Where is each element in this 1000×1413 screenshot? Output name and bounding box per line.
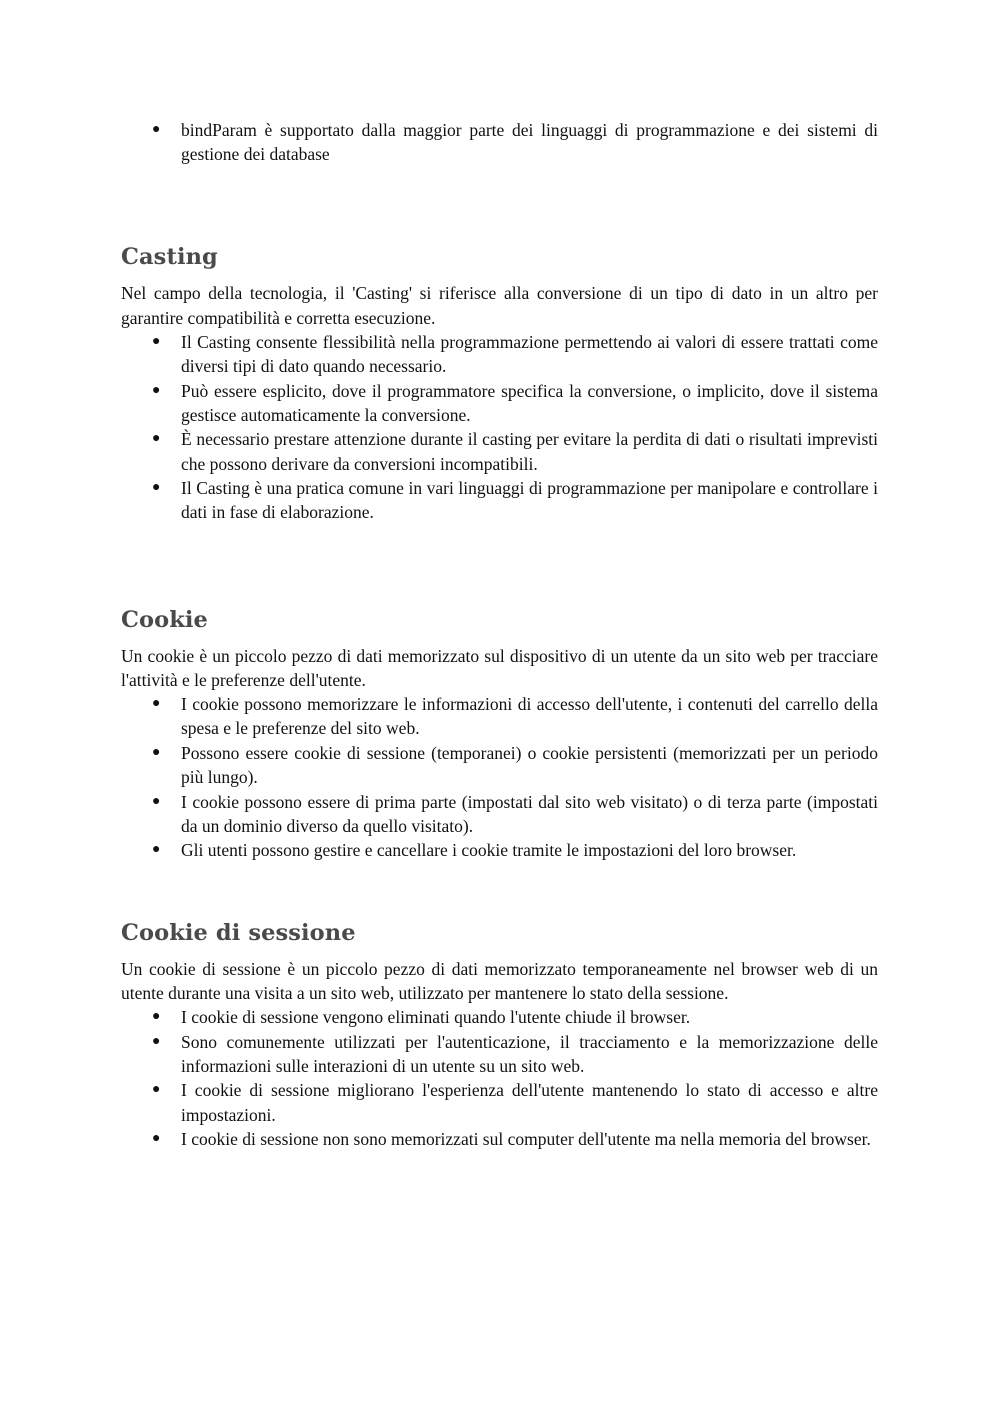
bullet-icon: ●: [152, 480, 161, 496]
bullet-icon: ●: [152, 744, 161, 760]
list-item-text: Gli utenti possono gestire e cancellare i cookie tramite le impostazioni del loro browser.: [181, 840, 797, 861]
list-item: [121, 838, 878, 862]
list-item-text: Sono comunemente utilizzati per l'autenticazione, il tracciamento e la memorizzazione delle informazioni sulle interazioni di un utente su un sito web.: [181, 1031, 878, 1076]
bullet-icon: ●: [152, 696, 161, 712]
list-item-text: I cookie di sessione migliorano l'esperienza dell'utente mantenendo lo stato di accesso e altre impostazioni.: [181, 1080, 878, 1125]
bullet-list: [121, 1005, 878, 1151]
bullet-icon: ●: [152, 793, 161, 809]
list-item-text: I cookie di sessione non sono memorizzati sul computer dell'utente ma nella memoria del browser.: [181, 1129, 871, 1150]
list-item-text: bindParam è supportato dalla maggior parte dei linguaggi di programmazione e dei sistemi di gestione dei database: [181, 120, 878, 165]
intro-bullet-list: [121, 118, 878, 166]
list-item: [121, 330, 878, 378]
list-item: [121, 1005, 878, 1029]
bullet-icon: ●: [152, 842, 161, 858]
list-item: [121, 379, 878, 427]
bullet-list: [121, 692, 878, 863]
document-page: [121, 118, 878, 1152]
bullet-icon: ●: [152, 1033, 161, 1049]
list-item: [121, 427, 878, 475]
section-description: Un cookie è un piccolo pezzo di dati memorizzato sul dispositivo di un utente da un sito web per tracciare l'attività e le preferenze dell'utente.: [121, 645, 878, 690]
section-title: Cookie di sessione: [121, 919, 356, 946]
bullet-icon: ●: [152, 122, 161, 137]
list-item-text: Possono essere cookie di sessione (temporanei) o cookie persistenti (memorizzati per un periodo più lungo).: [181, 742, 878, 788]
section-description: Nel campo della tecnologia, il 'Casting' si riferisce alla conversione di un tipo di dato in un altro per garantire compatibilità e corretta esecuzione.: [121, 283, 878, 328]
list-item: [121, 741, 878, 789]
list-item-text: Può essere esplicito, dove il programmatore specifica la conversione, o implicito, dove il sistema gestisce automaticamente la conversione.: [181, 380, 878, 425]
bullet-icon: ●: [152, 431, 161, 447]
section-cookie: [121, 605, 878, 863]
bullet-icon: ●: [152, 333, 161, 349]
list-item-text: Il Casting è una pratica comune in vari linguaggi di programmazione per manipolare e controllare i dati in fase di elaborazione.: [181, 478, 878, 523]
list-item: [121, 118, 878, 166]
section-title: Casting: [121, 244, 218, 271]
bullet-icon: ●: [152, 1009, 161, 1025]
list-item-text: I cookie possono memorizzare le informazioni di accesso dell'utente, i contenuti del carrello della spesa e le preferenze del sito web.: [181, 694, 878, 739]
list-item: [121, 692, 878, 740]
bullet-list: [121, 330, 878, 525]
section-cookie-di-sessione: [121, 918, 878, 1152]
section-title: Cookie: [121, 606, 208, 633]
bullet-icon: ●: [152, 1082, 161, 1098]
list-item-text: I cookie di sessione vengono eliminati quando l'utente chiude il browser.: [181, 1007, 691, 1028]
list-item: [121, 476, 878, 524]
list-item-text: Il Casting consente flessibilità nella programmazione permettendo ai valori di essere trattati come diversi tipi di dato quando necessario.: [181, 331, 878, 377]
section-description: Un cookie di sessione è un piccolo pezzo di dati memorizzato temporaneamente nel browser web di un utente durante una visita a un sito web, utilizzato per mantenere lo stato della sessione.: [121, 958, 878, 1003]
list-item-text: I cookie possono essere di prima parte (impostati dal sito web visitato) o di terza parte (impostati da un dominio diverso da quello visitato).: [181, 791, 878, 836]
list-item-text: È necessario prestare attenzione durante il casting per evitare la perdita di dati o risultati imprevisti che possono derivare da conversioni incompatibili.: [181, 429, 878, 474]
list-item: [121, 1078, 878, 1126]
list-item: [121, 790, 878, 838]
bullet-icon: ●: [152, 1131, 161, 1147]
list-item: [121, 1030, 878, 1078]
section-casting: [121, 242, 878, 524]
list-item: [121, 1127, 878, 1151]
bullet-icon: ●: [152, 382, 161, 398]
